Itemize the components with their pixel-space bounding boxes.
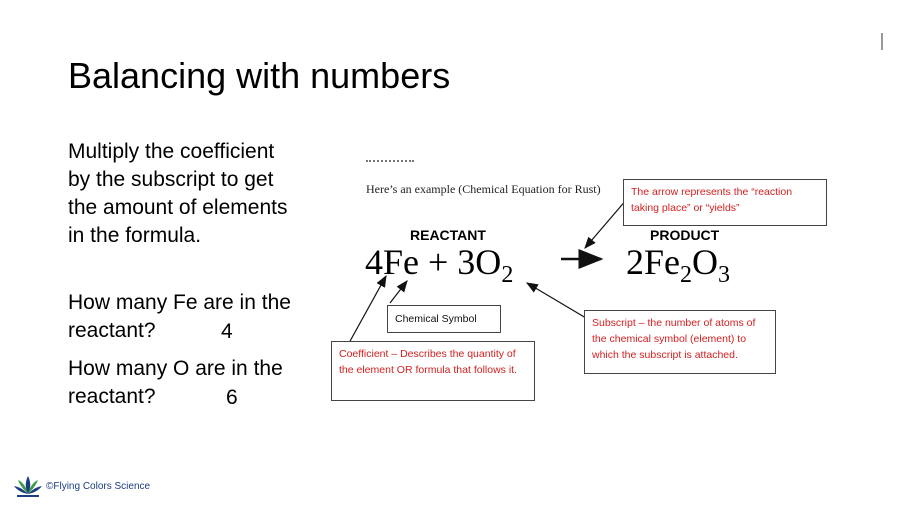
arrow-note-pointer xyxy=(585,199,627,248)
product-o: O xyxy=(692,242,718,282)
example-intro: Here’s an example (Chemical Equation for Rust) xyxy=(366,182,601,196)
answer-fe: 4 xyxy=(221,320,233,343)
subscript-note-pointer xyxy=(527,283,586,318)
arrow-note: The arrow represents the “reaction taking place” or “yields” xyxy=(623,179,827,226)
subscript-note: Subscript – the number of atoms of the chemical symbol (element) to which the subscript is attached. xyxy=(584,310,776,374)
fe-subscript: 2 xyxy=(680,262,692,288)
coefficient-note: Coefficient – Describes the quantity of the element OR formula that follows it. xyxy=(331,341,535,401)
instruction-paragraph: Multiply the coefficient by the subscript to get the amount of elements in the formula. xyxy=(68,140,288,247)
answer-o: 6 xyxy=(226,386,238,409)
question-fe: How many Fe are in the reactant? xyxy=(68,291,291,342)
symbol-note: Chemical Symbol xyxy=(387,305,501,333)
reactant-text: 4Fe + 3O xyxy=(365,242,502,282)
product-fe: 2Fe xyxy=(626,242,680,282)
slide-title: Balancing with numbers xyxy=(68,55,451,96)
product-label: PRODUCT xyxy=(650,227,720,243)
o-subscript: 3 xyxy=(718,262,730,288)
reactant-label: REACTANT xyxy=(410,227,486,243)
oxygen-subscript: 2 xyxy=(501,262,514,288)
lotus-logo-icon xyxy=(13,474,43,498)
symbol-note-pointer xyxy=(390,281,407,303)
question-o: How many O are in the reactant? xyxy=(68,357,283,408)
footer xyxy=(13,474,150,498)
coefficient-note-pointer xyxy=(349,276,386,343)
footer-credit: ©Flying Colors Science xyxy=(46,480,151,492)
